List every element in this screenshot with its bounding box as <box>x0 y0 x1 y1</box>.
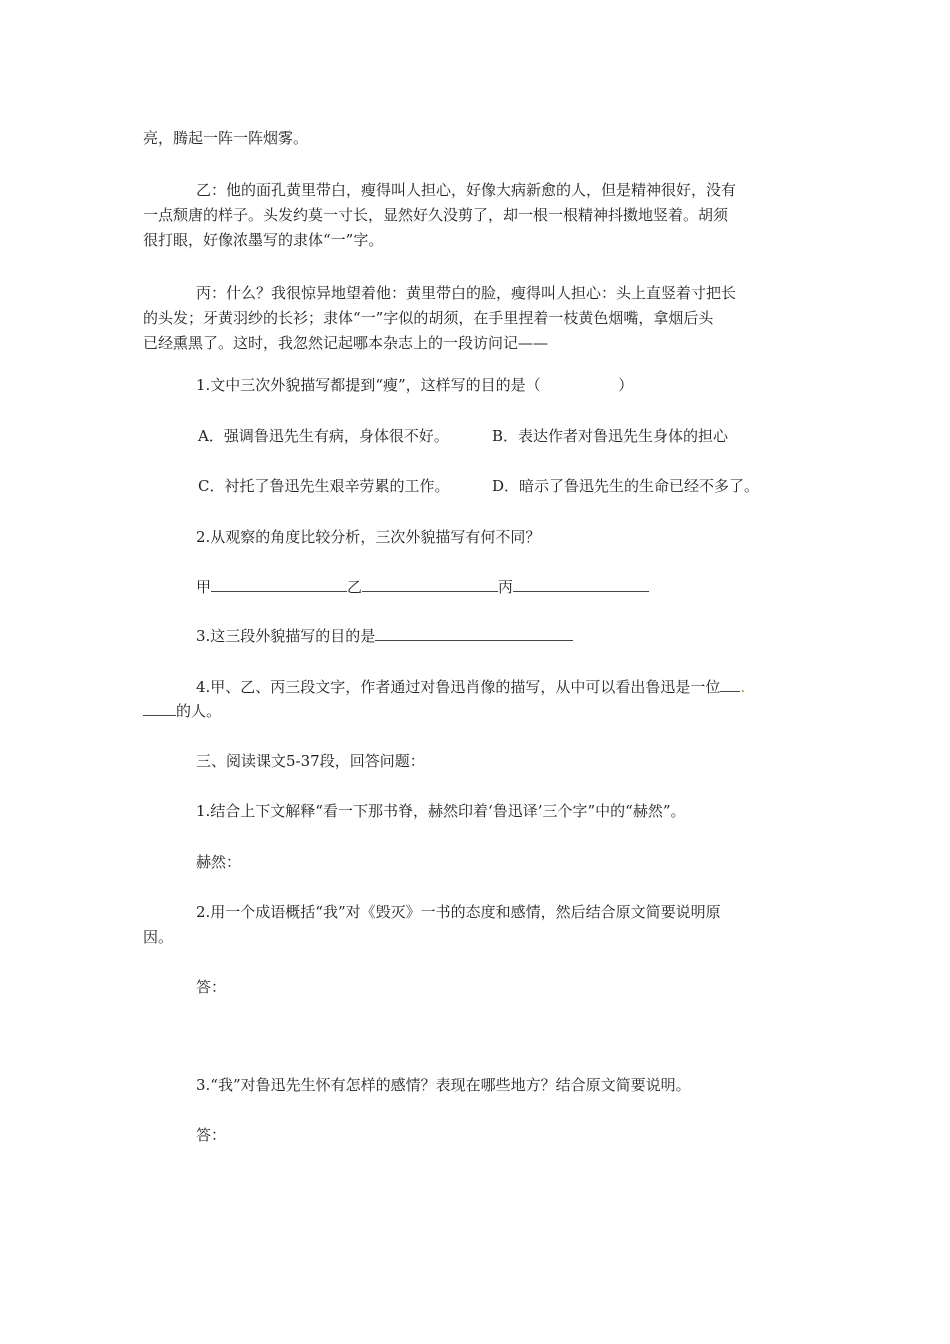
edit-mark-icon: . <box>740 678 746 696</box>
label-bing: 丙 <box>498 578 514 596</box>
label-jia: 甲 <box>196 578 212 596</box>
answer-label: 答： <box>196 978 227 996</box>
question-2-answers <box>196 577 649 597</box>
question-1 <box>196 375 633 395</box>
question-4-text: 4.甲、乙、丙三段文字，作者通过对鲁迅肖像的描写，从中可以看出鲁迅是一位 <box>196 678 721 696</box>
section-3-heading: 三、阅读课文5-37段，回答问题： <box>196 752 425 770</box>
answer-label-heran: 赫然： <box>196 853 242 871</box>
passage-line: 亮，腾起一阵一阵烟雾。 <box>143 129 309 147</box>
passage-bing-line: 丙：什么？我很惊异地望着他：黄里带白的脸，瘦得叫人担心：头上直竖着寸把长 <box>196 284 737 302</box>
question-3-text: 3.这三段外貌描写的目的是 <box>196 627 376 645</box>
passage-bing-line: 的头发；牙黄羽纱的长衫；隶体“一”字似的胡须，在手里捏着一枝黄色烟嘴，拿烟后头 <box>143 309 714 327</box>
passage-yi-line: 乙：他的面孔黄里带白，瘦得叫人担心，好像大病新愈的人，但是精神很好，没有 <box>196 181 737 199</box>
passage-bing-line: 已经熏黑了。这时，我忽然记起哪本杂志上的一段访问记—— <box>143 334 549 352</box>
option-b: B．表达作者对鲁迅先生身体的担心 <box>492 427 729 445</box>
blank-person-start[interactable] <box>720 677 740 692</box>
question-4-line <box>196 677 745 697</box>
section-3-question-2: 2.用一个成语概括“我”对《毁灭》一书的态度和感情，然后结合原文简要说明原 <box>196 903 721 921</box>
section-3-question-3: 3.“我”对鲁迅先生怀有怎样的感情？表现在哪些地方？结合原文简要说明。 <box>196 1076 691 1094</box>
question-1-text: 1.文中三次外貌描写都提到“瘦”，这样写的目的是（ <box>196 376 541 394</box>
answer-label: 答： <box>196 1126 227 1144</box>
option-c: C．衬托了鲁迅先生艰辛劳累的工作。 <box>198 477 450 495</box>
passage-yi-line: 很打眼，好像浓墨写的隶体“一”字。 <box>143 231 384 249</box>
question-1-close: ） <box>618 376 634 394</box>
question-4-tail: 的人。 <box>176 702 222 720</box>
option-d: D．暗示了鲁迅先生的生命已经不多了。 <box>492 477 760 495</box>
blank-yi[interactable] <box>362 577 498 592</box>
passage-yi-line: 一点颓唐的样子。头发约莫一寸长，显然好久没剪了，却一根一根精神抖擞地竖着。胡须 <box>143 206 729 224</box>
question-3 <box>196 626 573 646</box>
blank-person-end[interactable] <box>143 701 176 716</box>
blank-purpose[interactable] <box>375 626 573 641</box>
option-a: A．强调鲁迅先生有病，身体很不好。 <box>198 427 449 445</box>
question-4-line <box>143 701 221 721</box>
blank-jia[interactable] <box>211 577 347 592</box>
blank-bing[interactable] <box>513 577 649 592</box>
question-2: 2.从观察的角度比较分析，三次外貌描写有何不同？ <box>196 528 541 546</box>
section-3-question-1: 1.结合上下文解释“看一下那书脊，赫然印着‘鲁迅译’三个字”中的“赫然”。 <box>196 802 686 820</box>
label-yi: 乙 <box>347 578 363 596</box>
section-3-question-2-tail: 因。 <box>143 928 174 946</box>
